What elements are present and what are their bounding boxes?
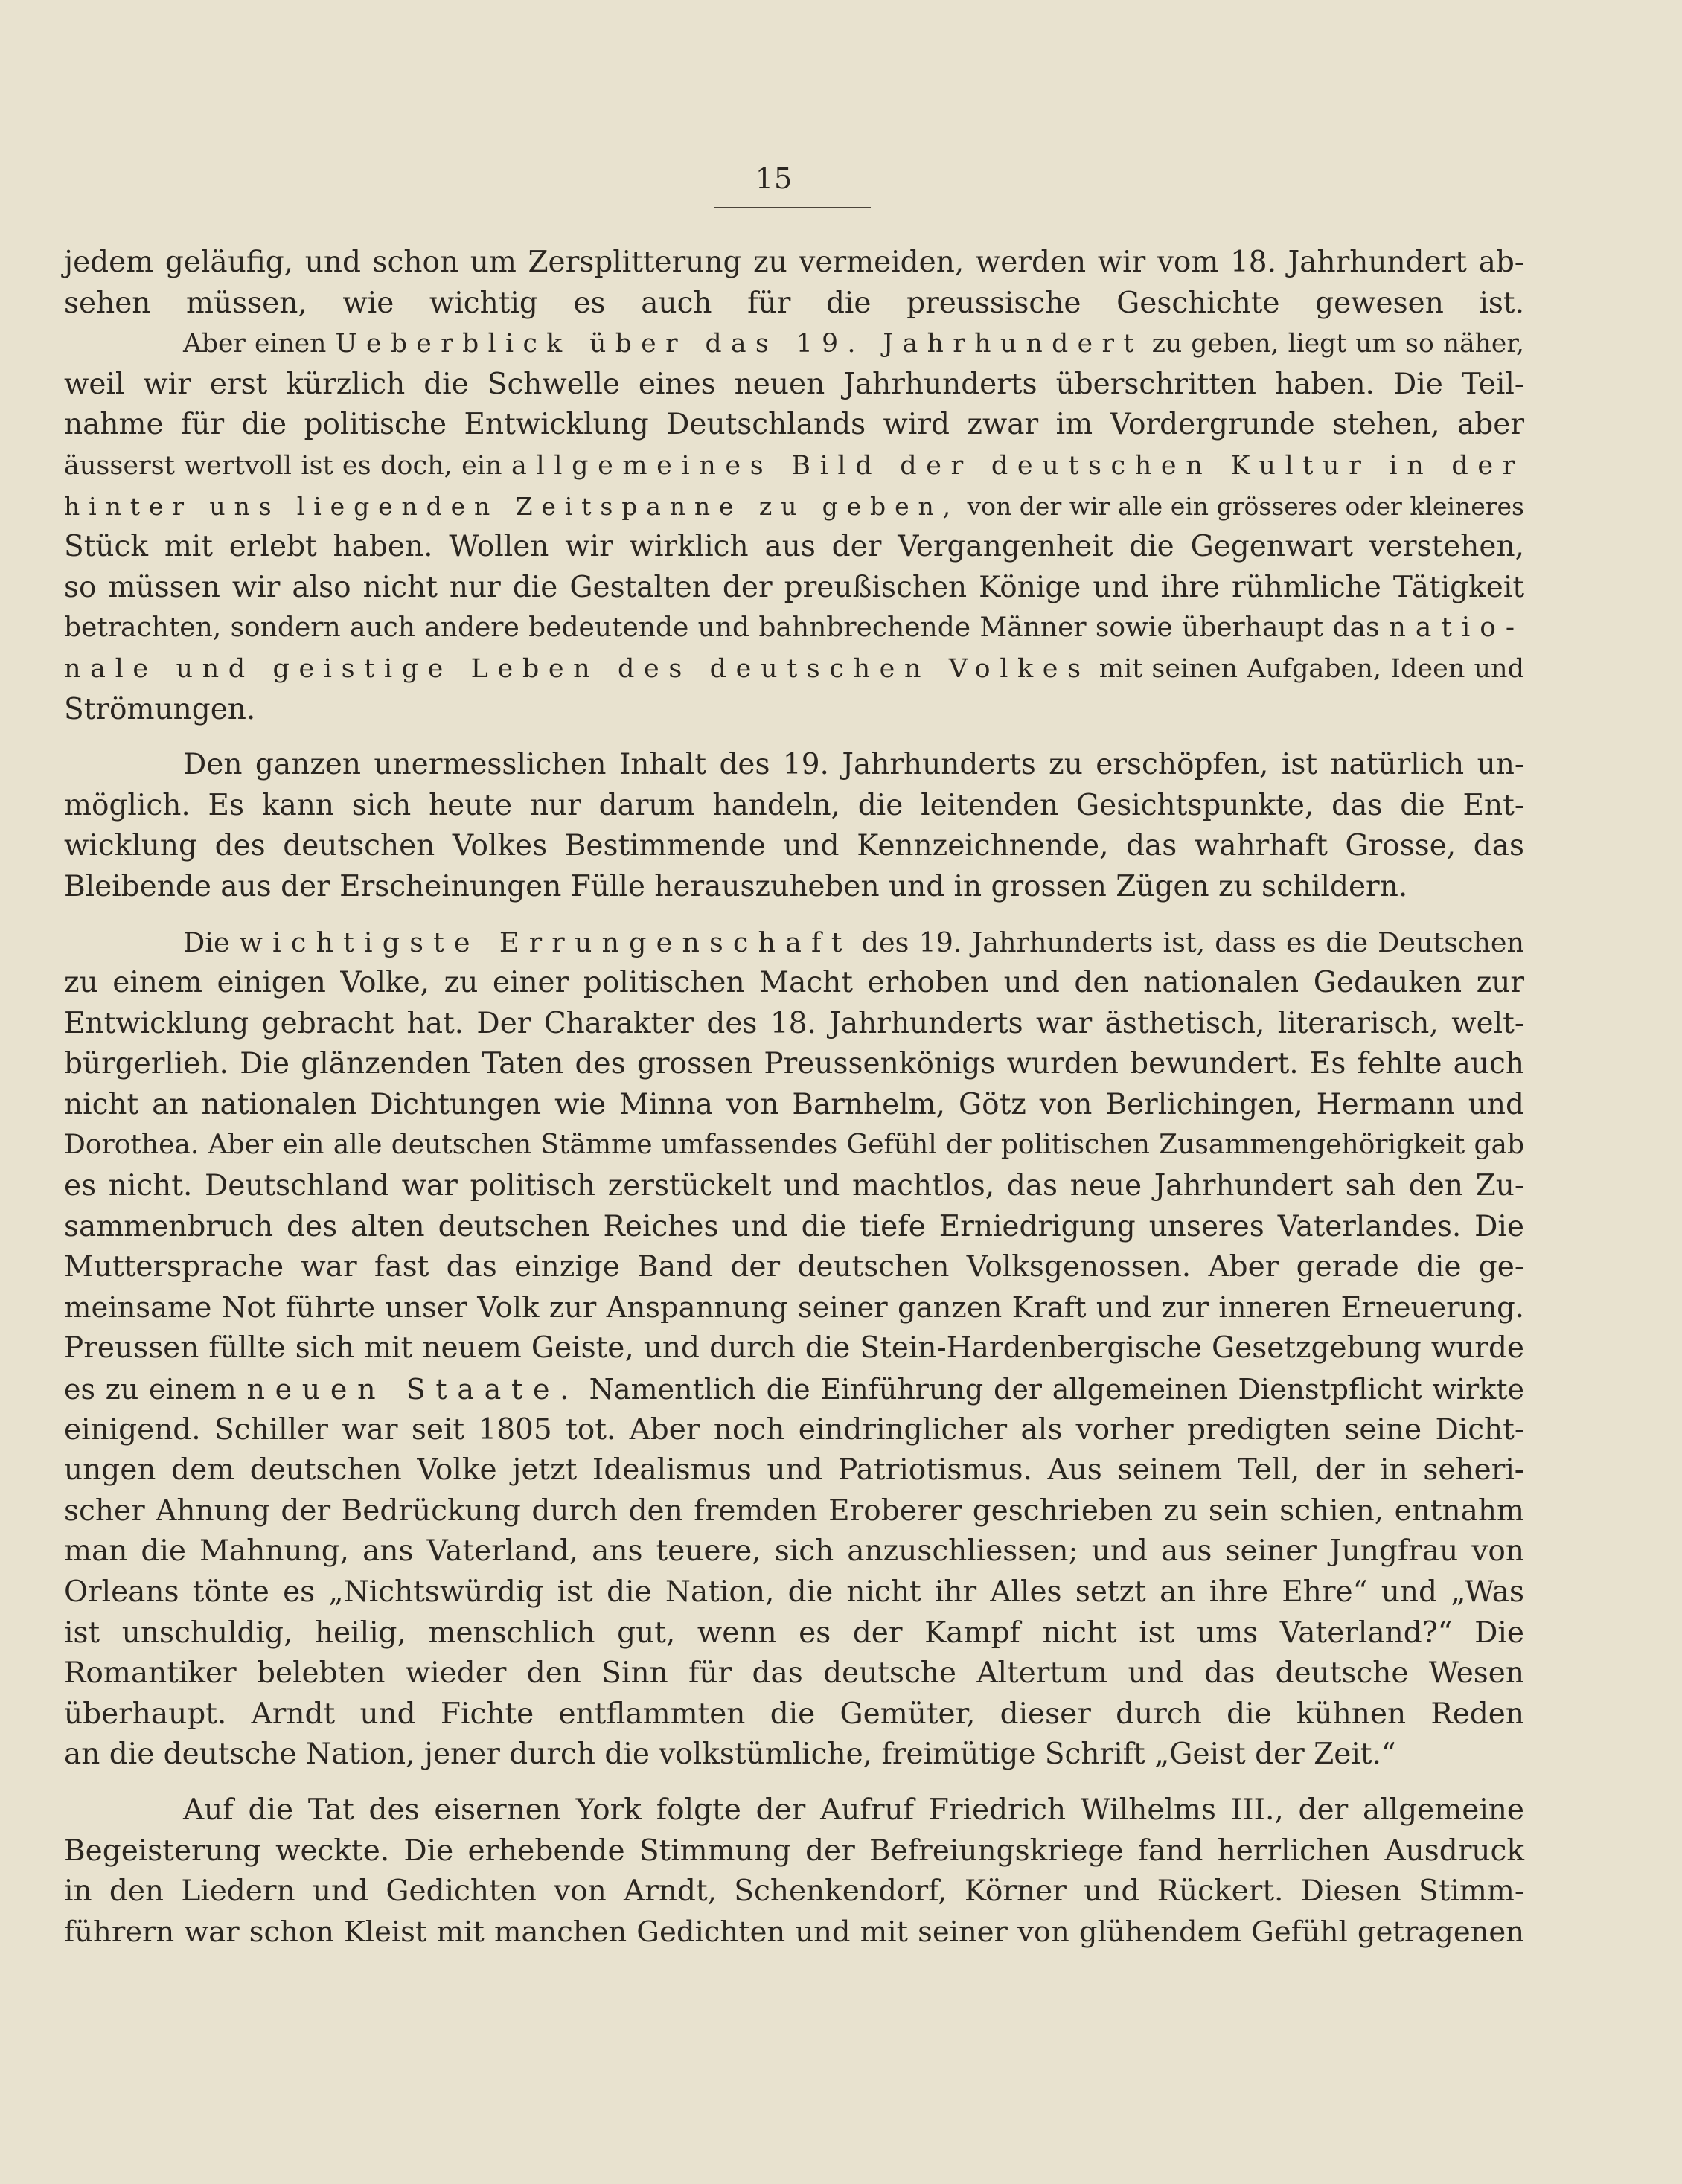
text-line: [64, 1653, 1524, 1694]
text-line: [64, 1613, 1524, 1654]
text-line: [64, 1831, 1524, 1872]
text-line: [64, 365, 1524, 406]
text-line: [64, 1491, 1524, 1532]
text-segment: Preussen füllte sich mit neuem Geiste, und durch die Stein-Hardenbergische Gesetzgebung wurde: [64, 1331, 1524, 1365]
text-segment: Den ganzen unermesslichen Inhalt des 19. Jahrhunderts zu erschöpfen, ist natürlich un-: [183, 748, 1524, 782]
text-segment: Aber einen: [183, 329, 336, 359]
emphasized-text: wichtigste Errungenschaft: [239, 926, 852, 958]
text-segment: wicklung des deutschen Volkes Bestimmende und Kennzeichnende, das wahrhaft Grosse, das: [64, 829, 1524, 863]
text-line: [64, 1450, 1524, 1491]
text-line: [64, 786, 1524, 827]
emphasized-text: allgemeines Bild der deutschen Kultur in der: [511, 450, 1524, 481]
text-line: [64, 243, 1524, 284]
text-segment: Muttersprache war fast das einzige Band der deutschen Volksgenossen. Aber gerade die ge-: [64, 1250, 1524, 1284]
text-segment: scher Ahnung der Bedrückung durch den fremden Eroberer geschrieben zu sein schien, entnahm: [64, 1493, 1524, 1528]
text-segment: meinsame Not führte unser Volk zur Anspannung seiner ganzen Kraft und zur inneren Erneuerung.: [64, 1290, 1524, 1325]
header-rule: [714, 207, 871, 208]
text-line: [64, 1085, 1524, 1126]
text-segment: Begeisterung weckte. Die erhebende Stimmung der Befreiungskriege fand herrlichen Ausdruck: [64, 1834, 1524, 1868]
text-segment: weil wir erst kürzlich die Schwelle eines neuen Jahrhunderts überschritten haben. Die Teil-: [64, 367, 1524, 401]
text-segment: man die Mahnung, ans Vaterland, ans teuere, sich anzuschliessen; und aus seiner Jungfrau von: [64, 1534, 1524, 1569]
text-segment: Orleans tönte es „Nichtswürdig ist die Nation, die nicht ihr Alles setzt an ihre Ehre“ und „Was: [64, 1575, 1524, 1609]
text-line: [64, 826, 1524, 867]
text-line: [64, 568, 1524, 609]
text-line: [64, 487, 1524, 528]
text-line: [64, 1735, 1524, 1775]
text-segment: überhaupt. Arndt und Fichte entflammten die Gemüter, dieser durch die kühnen Reden: [64, 1697, 1524, 1731]
emphasized-text: hinter uns liegenden Zeitspanne zu geben,: [64, 491, 959, 521]
text-line: [64, 1247, 1524, 1288]
text-line: [64, 1044, 1524, 1085]
text-line: [64, 649, 1524, 690]
text-line: [64, 324, 1524, 365]
text-line: [64, 923, 1524, 964]
text-segment: nicht an nationalen Dichtungen wie Minna von Barnhelm, Götz von Berlichingen, Hermann und: [64, 1087, 1524, 1121]
text-segment: möglich. Es kann sich heute nur darum handeln, die leitenden Gesichtspunkte, das die Ent-: [64, 788, 1524, 822]
body-text: [64, 243, 1524, 1953]
text-segment: von der wir alle ein grösseres oder kleineres: [959, 491, 1524, 521]
text-segment: zu geben, liegt um so näher,: [1142, 329, 1524, 359]
text-segment: an die deutsche Nation, jener durch die volkstümliche, freimütige Schrift „Geist der Zeit.“: [64, 1738, 1396, 1772]
text-segment: betrachten, sondern auch andere bedeutende und bahnbrechende Männer sowie überhaupt das: [64, 612, 1389, 644]
text-line: [64, 1572, 1524, 1613]
text-segment: ungen dem deutschen Volke jetzt Idealismus und Patriotismus. Aus seinem Tell, der in seheri-: [64, 1453, 1524, 1488]
text-segment: Stück mit erlebt haben. Wollen wir wirklich aus der Vergangenheit die Gegenwart verstehen,: [64, 530, 1524, 564]
text-segment: es zu einem: [64, 1373, 247, 1406]
text-line: [64, 1531, 1524, 1572]
text-line: [64, 1166, 1524, 1207]
text-line: [64, 1369, 1524, 1410]
text-line: [64, 1004, 1524, 1045]
text-line: [64, 690, 1524, 731]
text-segment: Die: [183, 926, 240, 958]
emphasized-text: Ueberblick über das 19. Jahrhundert: [335, 329, 1143, 359]
text-segment: jedem geläufig, und schon um Zersplitterung zu vermeiden, werden wir vom 18. Jahrhundert ab-: [64, 246, 1524, 279]
text-segment: Romantiker belebten wieder den Sinn für das deutsche Altertum und das deutsche Wesen: [64, 1656, 1524, 1691]
text-segment: sammenbruch des alten deutschen Reiches und die tiefe Erniedrigung unseres Vaterlandes. Die: [64, 1209, 1524, 1243]
text-line: [64, 608, 1524, 649]
text-segment: Bleibende aus der Erscheinungen Fülle herauszuheben und in grossen Zügen zu schildern.: [64, 869, 1408, 903]
text-line: [64, 284, 1524, 324]
text-segment: Entwicklung gebracht hat. Der Charakter des 18. Jahrhunderts war ästhetisch, literarisch, welt-: [64, 1006, 1524, 1040]
text-segment: führern war schon Kleist mit manchen Gedichten und mit seiner von glühendem Gefühl getragenen: [64, 1915, 1524, 1949]
page-number: 15: [755, 162, 793, 195]
text-segment: nahme für die politische Entwicklung Deutschlands wird zwar im Vordergrunde stehen, aber: [64, 408, 1524, 442]
text-segment: es nicht. Deutschland war politisch zerstückelt und machtlos, das neue Jahrhundert sah den Zu-: [64, 1169, 1524, 1203]
text-line: [64, 1790, 1524, 1831]
text-line: [64, 1694, 1524, 1735]
text-segment: äusserst wertvoll ist es doch, ein: [64, 450, 512, 481]
text-segment: so müssen wir also nicht nur die Gestalten der preußischen Könige und ihre rühmliche Tätigkeit: [64, 570, 1524, 604]
text-segment: sehen müssen, wie wichtig es auch für die preussische Geschichte gewesen ist.: [64, 286, 1524, 320]
text-line: [64, 1207, 1524, 1248]
text-segment: ist unschuldig, heilig, menschlich gut, wenn es der Kampf nicht ist ums Vaterland?“ Die: [64, 1615, 1524, 1650]
text-segment: Dorothea. Aber ein alle deutschen Stämme umfassendes Gefühl der politischen Zusammengehörigkeit gab: [64, 1130, 1524, 1161]
text-segment: Auf die Tat des eisernen York folgte der Aufruf Friedrich Wilhelms III., der allgemeine: [183, 1793, 1524, 1827]
emphasized-text: neuen Staate.: [246, 1373, 579, 1406]
text-segment: zu einem einigen Volke, zu einer politischen Macht erhoben und den nationalen Gedauken zur: [64, 966, 1524, 1000]
text-segment: einigend. Schiller war seit 1805 tot. Aber noch eindringlicher als vorher predigten seine Dicht-: [64, 1412, 1524, 1447]
text-line: [64, 1328, 1524, 1369]
text-line: [64, 405, 1524, 446]
text-line: [64, 527, 1524, 568]
text-line: [64, 446, 1524, 487]
text-segment: in den Liedern und Gedichten von Arndt, Schenkendorf, Körner und Rückert. Diesen Stimm-: [64, 1874, 1524, 1909]
text-line: [64, 1912, 1524, 1953]
text-line: [64, 963, 1524, 1004]
text-segment: Strömungen.: [64, 692, 256, 726]
text-segment: bürgerlieh. Die glänzenden Taten des grossen Preussenkönigs wurden bewundert. Es fehlte auch: [64, 1047, 1524, 1081]
text-line: [64, 1288, 1524, 1329]
text-line: [64, 745, 1524, 786]
text-line: [64, 1871, 1524, 1912]
text-segment: Namentlich die Einführung der allgemeinen Dienstpflicht wirkte: [578, 1373, 1524, 1406]
text-line: [64, 867, 1524, 908]
emphasized-text: nale und geistige Leben des deutschen Volkes: [64, 653, 1090, 684]
emphasized-text: natio-: [1388, 612, 1524, 644]
text-segment: mit seinen Aufgaben, Ideen und: [1090, 653, 1524, 684]
text-line: [64, 1125, 1524, 1166]
text-line: [64, 1410, 1524, 1451]
text-segment: des 19. Jahrhunderts ist, dass es die Deutschen: [851, 926, 1524, 958]
